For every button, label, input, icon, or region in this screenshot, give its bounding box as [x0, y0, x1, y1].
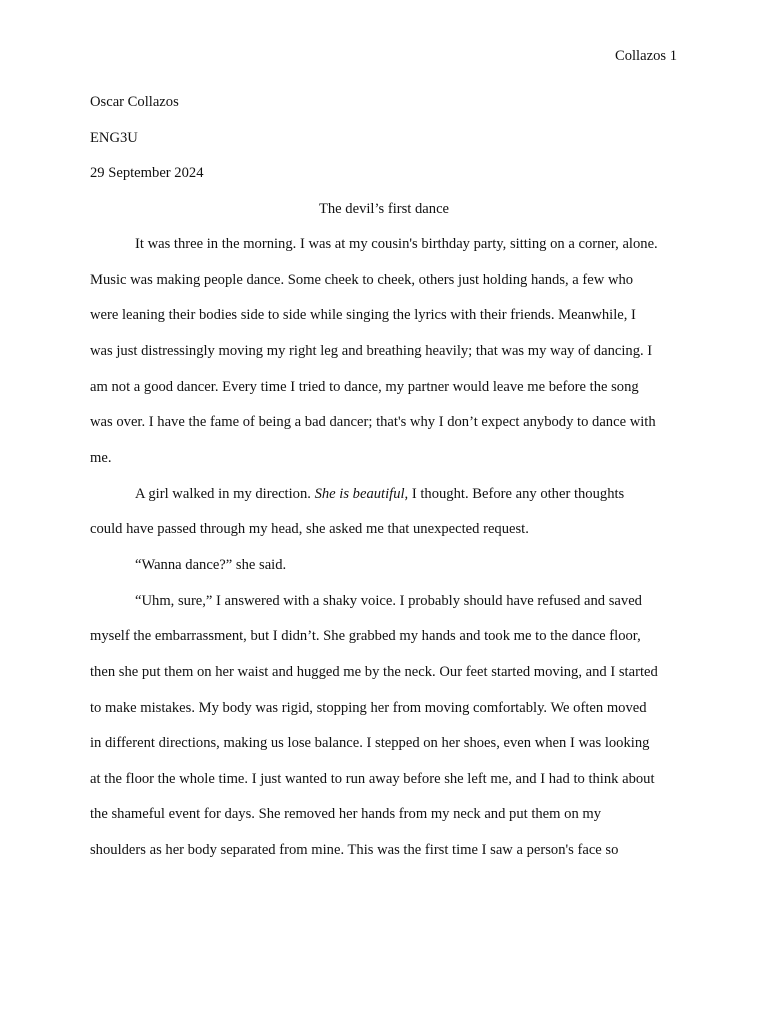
body-text: A girl walked in my direction. [135, 486, 315, 502]
dialogue-line: “Wanna dance?” she said. [135, 557, 287, 573]
body-line: Music was making people dance. Some cheek to cheek, others just holding hands, a few who [90, 272, 634, 288]
body-line: “Uhm, sure,” I answered with a shaky voice. I probably should have refused and saved [135, 593, 642, 609]
body-line: to make mistakes. My body was rigid, stopping her from moving comfortably. We often moved [90, 700, 647, 716]
body-line: was over. I have the fame of being a bad dancer; that's why I don’t expect anybody to dance with [90, 414, 656, 430]
body-line: shoulders as her body separated from mine. This was the first time I saw a person's face so [90, 842, 619, 858]
body-text: I thought. Before any other thoughts [408, 486, 625, 502]
body-line: at the floor the whole time. I just wanted to run away before she left me, and I had to think about [90, 771, 655, 787]
body-line: could have passed through my head, she asked me that unexpected request. [90, 521, 529, 537]
body-line: myself the embarrassment, but I didn’t. She grabbed my hands and took me to the dance floor, [90, 628, 641, 644]
essay-title: The devil’s first dance [318, 201, 450, 217]
course-code: ENG3U [90, 130, 138, 146]
body-line: me. [90, 450, 112, 466]
body-line [135, 485, 624, 503]
body-line: were leaning their bodies side to side while singing the lyrics with their friends. Meanwhile, I [90, 307, 636, 323]
running-head: Collazos 1 [614, 48, 677, 64]
body-line: in different directions, making us lose balance. I stepped on her shoes, even when I was looking [90, 735, 650, 751]
italic-thought: She is beautiful, [314, 486, 409, 502]
author-name: Oscar Collazos [90, 94, 179, 110]
body-line: was just distressingly moving my right leg and breathing heavily; that was my way of dancing. I [90, 343, 653, 359]
body-line: am not a good dancer. Every time I tried to dance, my partner would leave me before the song [90, 379, 639, 395]
body-line: then she put them on her waist and hugged me by the neck. Our feet started moving, and I started [90, 664, 658, 680]
body-line: It was three in the morning. I was at my cousin's birthday party, sitting on a corner, alone. [135, 236, 658, 252]
body-line: the shameful event for days. She removed her hands from my neck and put them on my [90, 806, 602, 822]
essay-date: 29 September 2024 [90, 165, 204, 181]
